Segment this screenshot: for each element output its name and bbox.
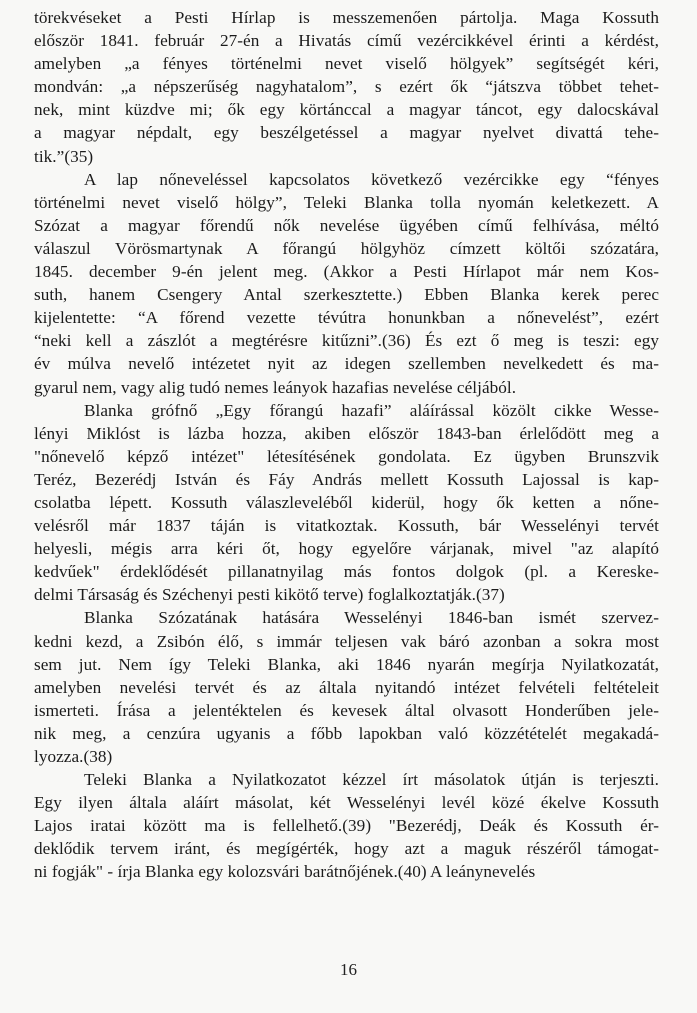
- text-line: Blanka grófnő „Egy főrangú hazafi” aláírással közölt cikke Wesse-: [84, 400, 659, 420]
- text-line: velésről már 1837 táján is vitatkoztak. Kossuth, bár Wesselényi tervét: [34, 516, 659, 536]
- text-line: A lap nőneveléssel kapcsolatos következő vezércikke egy “fényes: [84, 169, 659, 189]
- text-line: év múlva nevelő intézetet nyit az idegen szellemben nevelkedett és ma-: [34, 354, 659, 374]
- text-line: kedni kezd, a Zsibón élő, s immár teljesen vak báró azonban a sokra most: [34, 631, 659, 651]
- text-line: amelyben „a fényes történelmi nevet viselő hölgyek” segítségét kéri,: [34, 54, 659, 74]
- text-line: delmi Társaság és Széchenyi pesti kikötő terve) foglalkoztatják.(37): [34, 585, 505, 605]
- text-line: történelmi nevet viselő hölgy”, Teleki Blanka tolla nyomán keletkezett. A: [34, 192, 659, 212]
- text-line: a magyar népdalt, egy beszélgetéssel a magyar nyelvet divattá tehe-: [34, 123, 659, 143]
- text-line: 1845. december 9-én jelent meg. (Akkor a Pesti Hírlapot már nem Kos-: [34, 262, 659, 282]
- text-line: Teleki Blanka a Nyilatkozatot kézzel írt másolatok útján is terjeszti.: [84, 770, 659, 790]
- text-line: Szózat a magyar főrendű nők nevelése ügyében című felhívása, méltó: [34, 215, 659, 235]
- text-line: nek, mint küzdve mi; ők egy körtánccal a magyar táncot, egy dalocskával: [34, 100, 659, 120]
- text-line: gyarul nem, vagy alig tudó nemes leányok hazafias nevelése céljából.: [34, 377, 517, 397]
- text-line: "nőnevelő képző intézet" létesítésének gondolata. Ez ügyben Brunszvik: [34, 446, 659, 466]
- body-text: [34, 6, 659, 884]
- text-line: csolatba lépett. Kossuth válaszleveléből kiderül, hogy ők ketten a nőne-: [34, 492, 659, 512]
- paragraph: [34, 6, 659, 168]
- text-line: “neki kell a zászlót a megtérésre kitűzni”.(36) És ezt ő meg is teszi: egy: [34, 331, 659, 351]
- text-line: sem jut. Nem így Teleki Blanka, aki 1846 nyarán megírja Nyilatkozatát,: [34, 654, 659, 674]
- text-line: kijelentette: “A főrend vezette tévútra honunkban a nőnevelést”, ezért: [34, 308, 659, 328]
- text-line: lyozza.(38): [34, 747, 113, 766]
- paragraph: [34, 168, 659, 399]
- paragraph: [34, 399, 659, 607]
- text-line: Blanka Szózatának hatására Wesselényi 1846-ban ismét szervez-: [84, 608, 659, 628]
- text-line: ismerteti. Írása a jelentéktelen és kevesek által olvasott Honderűben jele-: [34, 700, 659, 720]
- text-line: amelyben nevelési tervét és az általa nyitandó intézet felvételi feltételeit: [34, 677, 659, 697]
- paragraph: [34, 768, 659, 883]
- paragraph: [34, 606, 659, 768]
- text-line: Teréz, Bezerédj István és Fáy András mellett Kossuth Lajossal is kap-: [34, 469, 659, 489]
- text-line: helyesli, mégis arra kéri őt, hogy egyelőre várjanak, mivel "az alapító: [34, 539, 659, 559]
- text-line: deklődik tervem iránt, és megígérték, hogy azt a maguk részéről támogat-: [34, 839, 659, 859]
- text-line: tik.”(35): [34, 146, 94, 166]
- text-line: ni fogják" - írja Blanka egy kolozsvári barátnőjének.(40) A leánynevelés: [34, 862, 536, 882]
- text-line: suth, hanem Csengery Antal szerkesztette.) Ebben Blanka kerek perec: [34, 285, 659, 305]
- text-line: lényi Miklóst is lázba hozza, akiben először 1843-ban érlelődött meg a: [34, 423, 659, 443]
- text-line: mondván: „a népszerűség nagyhatalom”, s ezért ők “játszva többet tehet-: [34, 77, 659, 97]
- text-line: először 1841. február 27-én a Hivatás című vezércikkével érinti a kérdést,: [34, 31, 659, 51]
- text-line: Lajos iratai között ma is fellelhető.(39) "Bezerédj, Deák és Kossuth ér-: [34, 816, 659, 836]
- text-line: kedvűek" érdeklődését pillanatnyilag más fontos dolgok (pl. a Kereske-: [34, 562, 659, 582]
- text-line: nik meg, a cenzúra ugyanis a főbb lapokban való közzétételét megakadá-: [34, 723, 659, 743]
- page-number: 16: [340, 960, 357, 979]
- text-line: válaszul Vörösmartynak A főrangú hölgyhöz címzett költői szózatára,: [34, 238, 659, 258]
- text-line: Egy ilyen általa aláírt másolat, két Wesselényi levél közé ékelve Kossuth: [34, 793, 659, 813]
- text-line: törekvéseket a Pesti Hírlap is messzemenően pártolja. Maga Kossuth: [34, 8, 659, 27]
